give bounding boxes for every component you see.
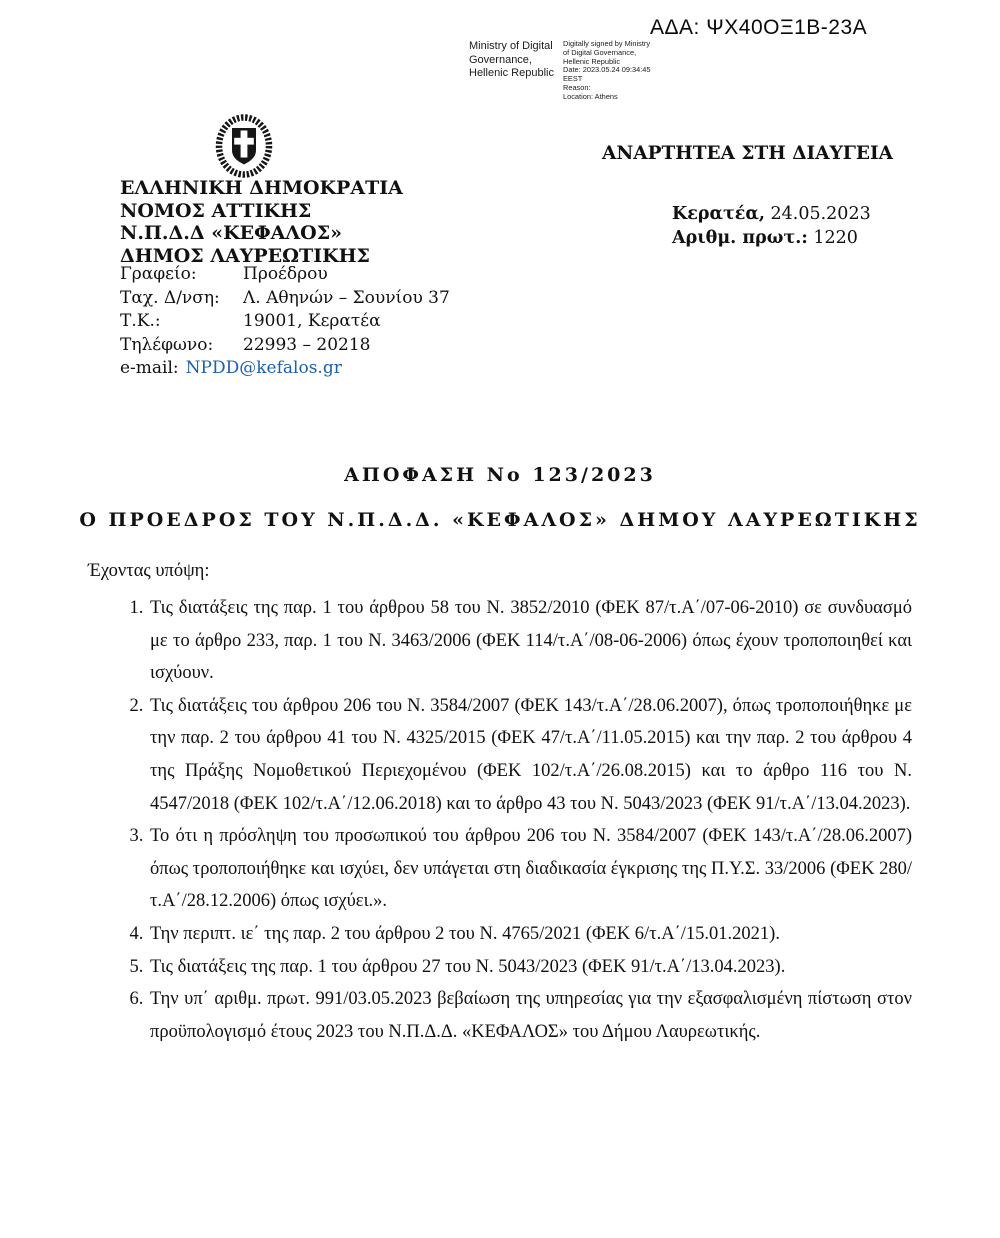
- date-protocol-block: [672, 203, 871, 250]
- signature-detail-line: EEST: [563, 74, 583, 84]
- contact-value: Προέδρου: [243, 264, 328, 284]
- consideration-item: 6. Την υπ΄ αριθμ. πρωτ. 991/03.05.2023 βεβαίωση της υπηρεσίας για την εξασφαλισμένη πίστωση στον προϋπολογισμό έτους 2023 του Ν.Π.Δ.Δ. «ΚΕΦΑΛΟΣ» του Δήμου Λαυρεωτικής.: [148, 983, 912, 1048]
- consideration-item: 1. Τις διατάξεις της παρ. 1 του άρθρου 58 του Ν. 3852/2010 (ΦΕΚ 87/τ.Α΄/07-06-2010) σε συνδυασμό με το άρθρο 233, παρ. 1 του Ν. 3463/2006 (ΦΕΚ 114/τ.Α΄/08-06-2006) όπως έχουν τροποποιηθεί και ισχύουν.: [148, 592, 912, 690]
- contact-value: 19001, Κερατέα: [243, 311, 381, 332]
- org-line-republic: ΕΛΛΗΝΙΚΗ ΔΗΜΟΚΡΑΤΙΑ: [120, 177, 403, 199]
- signature-detail-line: Digitally signed by Ministry: [563, 39, 651, 48]
- email-label: e-mail:: [120, 358, 179, 379]
- contact-row-office: [120, 263, 450, 287]
- signer-line: Governance,: [469, 53, 532, 66]
- org-line-municipality: ΔΗΜΟΣ ΛΑΥΡΕΩΤΙΚΗΣ: [120, 245, 370, 268]
- contact-details: [120, 263, 450, 381]
- protocol-label: Αριθμ. πρωτ.:: [672, 227, 808, 248]
- org-line-prefecture: ΝΟΜΟΣ ΑΤΤΙΚΗΣ: [120, 199, 312, 222]
- consideration-item: 2. Τις διατάξεις του άρθρου 206 του Ν. 3584/2007 (ΦΕΚ 143/τ.Α΄/28.06.2007), όπως τροποποιήθηκε με την παρ. 2 του άρθρου 41 του Ν. 4325/2015 (ΦΕΚ 47/τ.Α΄/11.05.2015) και την παρ. 2 του άρθρου 4 της Πράξης Νομοθετικού Περιεχομένου (ΦΕΚ 102/τ.Α΄/26.08.2015) και το άρθρο 116 του Ν. 4547/2018 (ΦΕΚ 102/τ.Α΄/12.06.2018) και το άρθρο 43 του Ν. 5043/2023 (ΦΕΚ 91/τ.Α΄/13.04.2023).: [148, 690, 912, 820]
- consideration-item: 5. Τις διατάξεις της παρ. 1 του άρθρου 27 του Ν. 5043/2023 (ΦΕΚ 91/τ.Α΄/13.04.2023).: [148, 951, 912, 984]
- decision-issuer-line: Ο ΠΡΟΕΔΡΟΣ ΤΟΥ Ν.Π.Δ.Δ. «ΚΕΦΑΛΟΣ» ΔΗΜΟΥ ΛΑΥΡΕΩΤΙΚΗΣ: [79, 509, 921, 531]
- considerations-list: [120, 592, 912, 1048]
- letterhead-org: [120, 177, 403, 268]
- signer-line: Ministry of Digital: [469, 40, 553, 52]
- contact-value: 22993 – 20218: [243, 334, 371, 355]
- contact-row-postcode: [120, 310, 450, 334]
- contact-row-address: [120, 287, 450, 311]
- signature-signer: [469, 40, 554, 102]
- diavgeia-notice: ΑΝΑΡΤΗΤΕΑ ΣΤΗ ΔΙΑΥΓΕΙΑ: [602, 143, 894, 164]
- contact-value: Λ. Αθηνών – Σουνίου 37: [243, 287, 450, 308]
- preamble-text: Έχοντας υπόψη:: [88, 561, 210, 581]
- contact-label: Τηλέφωνο:: [120, 334, 214, 355]
- greek-coat-of-arms-icon: [210, 114, 278, 180]
- contact-label: Γραφείο:: [120, 264, 197, 284]
- ada-code: ΑΔΑ: ΨΧ40ΟΞ1Β-23Α: [650, 16, 868, 39]
- date-value: 24.05.2023: [770, 204, 871, 224]
- protocol-number: 1220: [813, 227, 858, 248]
- signature-detail-line: Reason:: [563, 82, 591, 92]
- place-label: Κερατέα,: [672, 204, 765, 224]
- contact-label: Ταχ. Δ/νση:: [120, 287, 220, 308]
- contact-row-email: [120, 357, 450, 381]
- org-line-entity: Ν.Π.Δ.Δ «ΚΕΦΑΛΟΣ»: [120, 222, 343, 245]
- decision-number-line: ΑΠΟΦΑΣΗ Νο 123/2023: [344, 464, 656, 486]
- signature-detail-line: Location: Athens: [563, 91, 618, 101]
- digital-signature-stamp: [469, 40, 651, 102]
- signature-detail-line: Hellenic Republic: [563, 56, 621, 66]
- signature-details: [563, 40, 651, 102]
- protocol-row: [672, 227, 871, 251]
- signer-line: Hellenic Republic: [469, 67, 554, 79]
- email-link[interactable]: NPDD@kefalos.gr: [185, 358, 342, 379]
- contact-row-phone: [120, 334, 450, 358]
- contact-label: Τ.Κ.:: [120, 311, 161, 332]
- signature-detail-line: Date: 2023.05.24 09:34:45: [563, 65, 651, 75]
- consideration-item: 4. Την περιπτ. ιε΄ της παρ. 2 του άρθρου 2 του Ν. 4765/2021 (ΦΕΚ 6/τ.Α΄/15.01.2021).: [148, 918, 912, 951]
- decision-title: [0, 464, 1000, 531]
- signature-detail-line: of Digital Governance,: [563, 47, 637, 57]
- consideration-item: 3. Το ότι η πρόσληψη του προσωπικού του άρθρου 206 του Ν. 3584/2007 (ΦΕΚ 143/τ.Α΄/28.06.2007) όπως τροποποιήθηκε και ισχύει, δεν υπάγεται στη διαδικασία έγκρισης της Π.Υ.Σ. 33/2006 (ΦΕΚ 280/τ.Α΄/28.12.2006) όπως ισχύει.».: [148, 820, 912, 918]
- place-date-row: [672, 203, 871, 227]
